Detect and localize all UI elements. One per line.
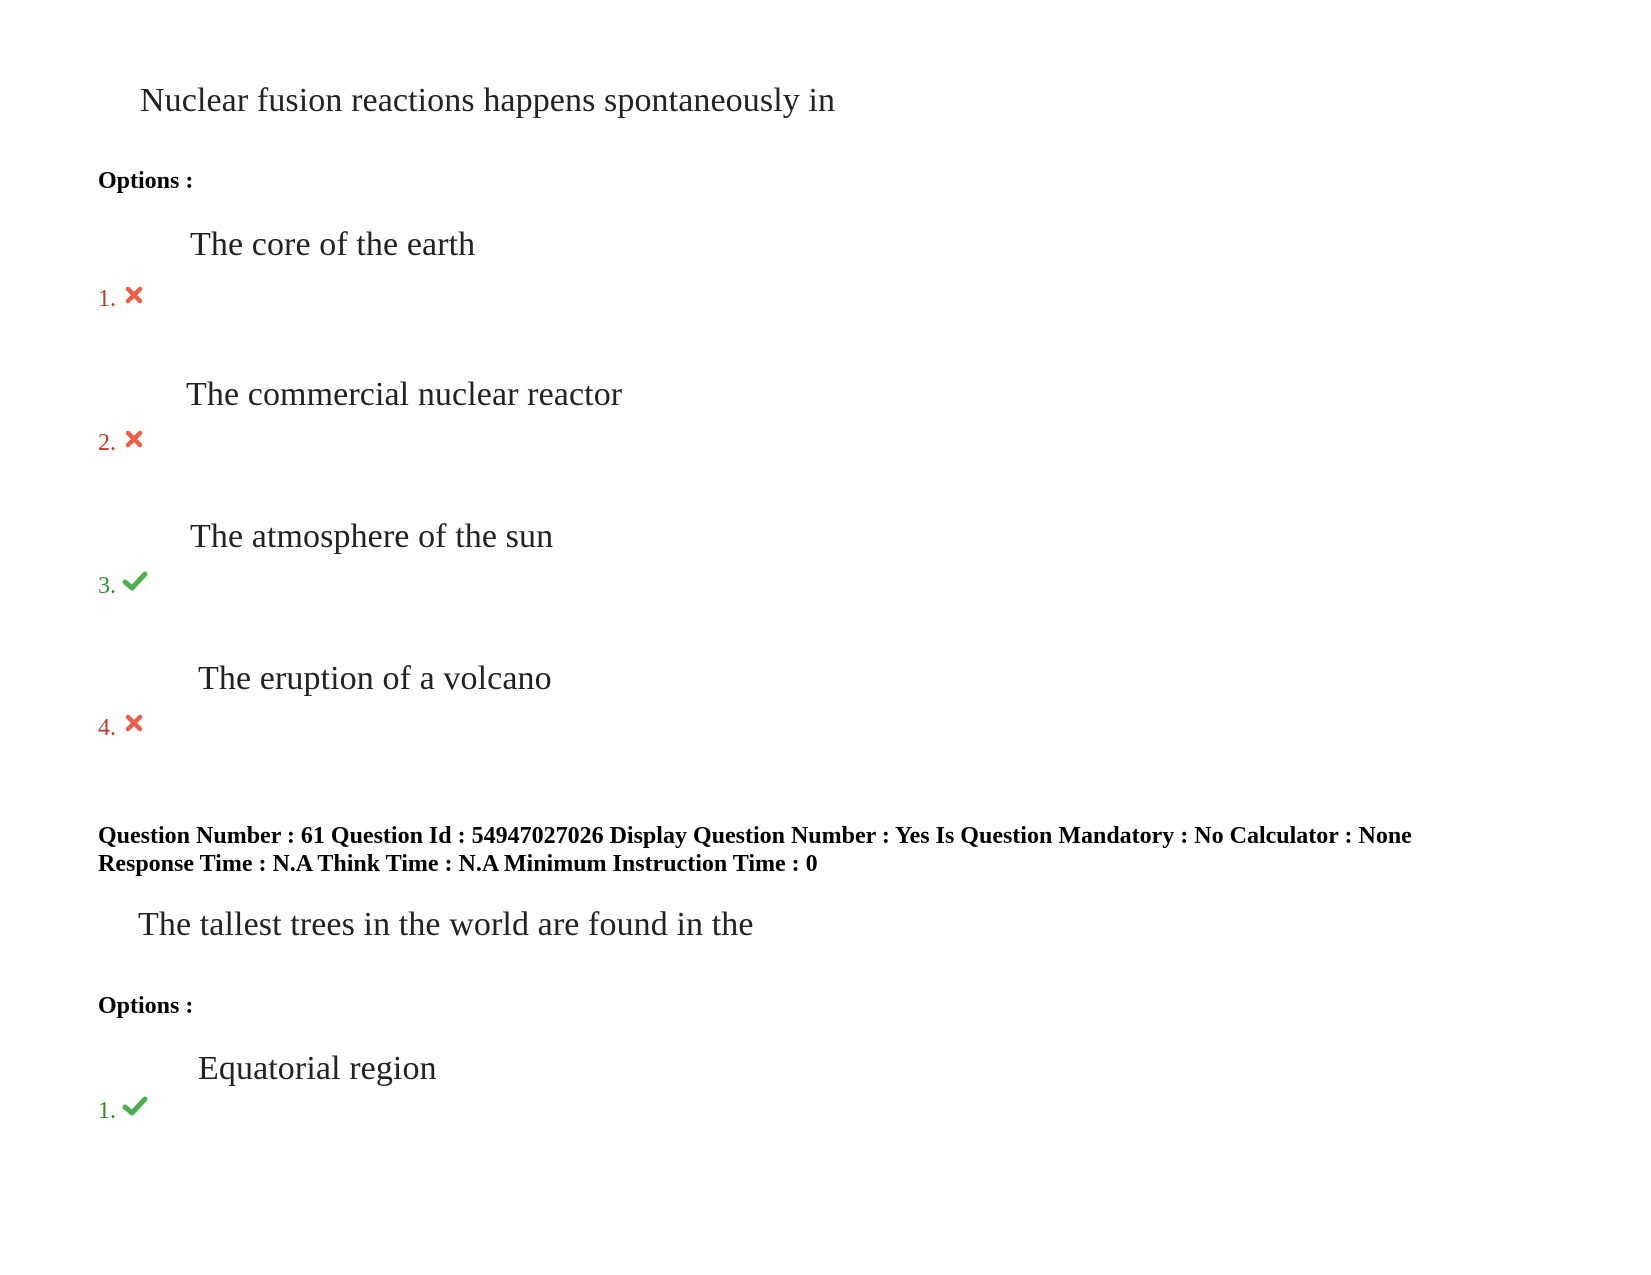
option-text: The commercial nuclear reactor <box>186 376 623 413</box>
option-number: 4. <box>98 715 116 741</box>
option-number: 1. <box>98 286 116 312</box>
question-stem: The tallest trees in the world are found in the <box>138 906 754 943</box>
cross-icon <box>124 429 144 449</box>
option-text: Equatorial region <box>198 1050 437 1087</box>
option-number: 3. <box>98 573 116 599</box>
check-icon <box>122 570 148 592</box>
cross-icon <box>124 713 144 733</box>
option-number: 2. <box>98 430 116 456</box>
option-text: The atmosphere of the sun <box>190 518 554 555</box>
question-meta-line-2: Response Time : N.A Think Time : N.A Minimum Instruction Time : 0 <box>98 851 818 877</box>
options-label: Options : <box>98 168 194 194</box>
option-text: The eruption of a volcano <box>198 660 552 697</box>
question-stem: Nuclear fusion reactions happens spontaneously in <box>140 82 836 119</box>
question-meta-line-1: Question Number : 61 Question Id : 54947027026 Display Question Number : Yes Is Question Mandatory : No Calculator : None <box>98 823 1412 849</box>
options-label: Options : <box>98 993 194 1019</box>
check-icon <box>122 1095 148 1117</box>
cross-icon <box>124 285 144 305</box>
option-number: 1. <box>98 1098 116 1124</box>
option-text: The core of the earth <box>190 226 476 263</box>
